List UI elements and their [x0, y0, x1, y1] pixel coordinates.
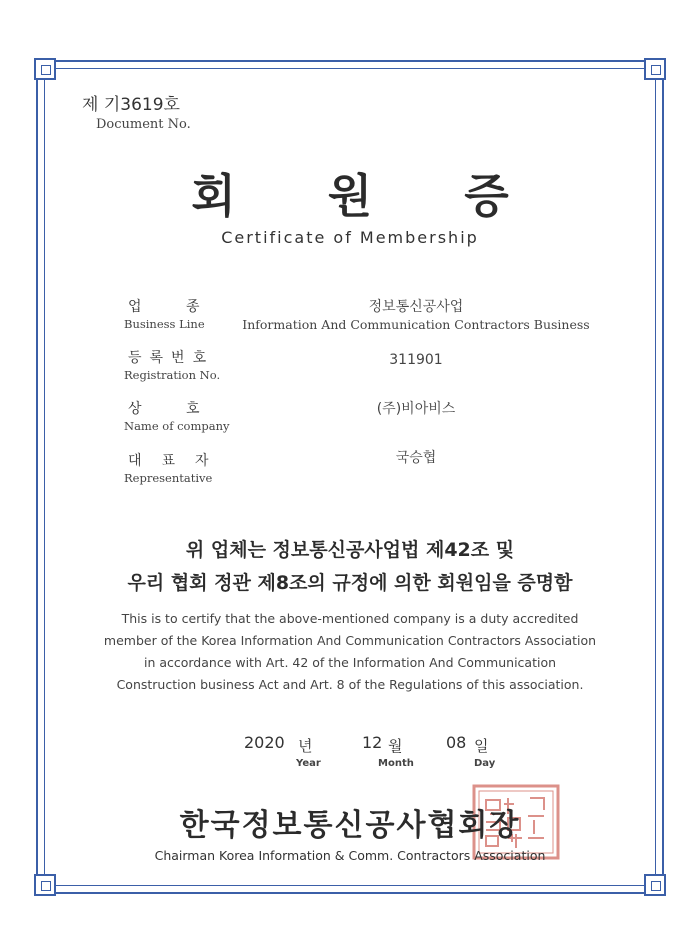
statement-english-line: Construction business Act and Art. 8 of the Regulations of this association. [116, 677, 584, 692]
registration-no-value: 311901 [389, 352, 443, 368]
representative-value: 국승협 [395, 450, 437, 466]
corner-ornament [644, 58, 666, 80]
registration-no-label: 등록번호 [128, 350, 215, 366]
issuer-name-english: Chairman Korea Information & Comm. Contractors Association [154, 848, 546, 863]
certificate-subtitle: Certificate of Membership [221, 228, 479, 247]
statement-english-line: This is to certify that the above-mentioned company is a duty accredited [121, 611, 579, 626]
date-month-unit: 월 [388, 737, 403, 755]
representative-label-english: Representative [124, 471, 213, 485]
business-line-value: 정보통신공사업 [368, 299, 464, 315]
issuer-name: 한국정보통신공사협회장 [179, 808, 521, 843]
date-year-unit: 년 [298, 737, 313, 755]
business-line-value-english: Information And Communication Contractors Business [242, 317, 590, 332]
statement-korean-line: 우리 협회 정관 제8조의 규정에 의한 회원임을 증명함 [127, 572, 573, 594]
date-day: 08 [446, 733, 467, 752]
date-day-unit: 일 [474, 737, 489, 755]
date-day-label: Day [474, 758, 496, 769]
business-line-label-english: Business Line [124, 317, 205, 331]
representative-label: 대표자 [128, 453, 229, 469]
corner-ornament [34, 58, 56, 80]
date-month-label: Month [378, 758, 414, 769]
corner-ornament [644, 874, 666, 896]
company-name-label: 상 호 [128, 401, 220, 417]
registration-no-label-english: Registration No. [124, 368, 221, 382]
date-year: 2020 [244, 733, 285, 752]
statement-english [60, 608, 640, 696]
business-line-label: 업 종 [128, 299, 220, 315]
corner-ornament [34, 874, 56, 896]
date-year-label: Year [296, 758, 321, 769]
date-month: 12 [362, 733, 383, 752]
certificate-title: 회원증 [191, 169, 601, 223]
company-name-label-english: Name of company [124, 419, 230, 433]
statement-english-line: in accordance with Art. 42 of the Information And Communication [143, 655, 557, 670]
statement-korean-line: 위 업체는 정보통신공사업법 제42조 및 [185, 539, 515, 561]
company-name-value: (주)비아비스 [376, 401, 456, 417]
document-number-label: Document No. [96, 117, 191, 132]
statement-english-line: member of the Korea Information And Communication Contractors Association [103, 633, 597, 648]
document-number: 제 기3619호 [82, 95, 180, 115]
